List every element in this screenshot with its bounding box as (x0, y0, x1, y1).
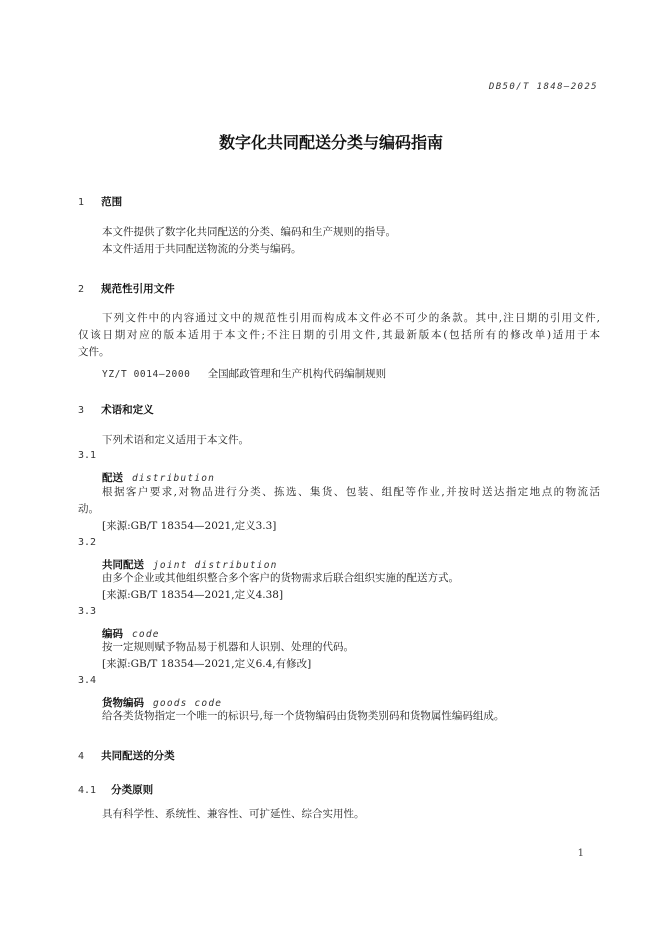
normative-reference (102, 362, 386, 381)
section-title: 范围 (101, 196, 123, 208)
term-definition: 根据客户要求,对物品进行分类、拣选、集货、包装、组配等作业,并按时送达指定地点的物流活 (102, 486, 600, 498)
section-heading (78, 744, 175, 763)
paragraph-line: 下列文件中的内容通过文中的规范性引用而构成本文件必不可少的条款。其中,注日期的引用文件, (102, 312, 600, 324)
section-number: 1 (78, 197, 85, 208)
page-number: 1 (577, 848, 584, 859)
term-number: 3.3 (78, 606, 97, 617)
term-english: goods code (153, 698, 223, 709)
section-heading (78, 190, 122, 209)
section-number: 3 (78, 405, 85, 416)
term-number: 3.4 (78, 675, 97, 686)
section-heading (78, 398, 154, 417)
section-title: 共同配送的分类 (101, 750, 175, 762)
term-definition: 按一定规则赋予物品易于机器和人识别、处理的代码。 (102, 641, 354, 653)
reference-title: 全国邮政管理和生产机构代码编制规则 (207, 368, 387, 380)
section-number: 2 (78, 284, 85, 295)
term-english: distribution (132, 473, 216, 484)
paragraph-line: 仅该日期对应的版本适用于本文件;不注日期的引用文件,其最新版本(包括所有的修改单)适用于本 (78, 329, 600, 341)
paragraph: 下列术语和定义适用于本文件。 (102, 434, 249, 446)
term-definition: 动。 (78, 503, 99, 515)
paragraph: 本文件提供了数字化共同配送的分类、编码和生产规则的指导。 (102, 226, 396, 238)
term-definition: 给各类货物指定一个唯一的标识号,每一个货物编码由货物类别码和货物属性编码组成。 (102, 710, 505, 722)
paragraph-line: 文件。 (78, 346, 110, 358)
term-source: [来源:GB/T 18354—2021,定义6.4,有修改] (102, 658, 312, 670)
subsection-number: 4.1 (78, 785, 97, 796)
subsection-heading (78, 778, 153, 797)
term-chinese: 共同配送 (102, 559, 144, 571)
paragraph: 具有科学性、系统性、兼容性、可扩延性、综合实用性。 (102, 808, 365, 820)
term-heading (102, 466, 215, 485)
term-source: [来源:GB/T 18354—2021,定义4.38] (102, 589, 284, 601)
term-definition: 由多个企业或其他组织整合多个客户的货物需求后联合组织实施的配送方式。 (102, 572, 459, 584)
section-title: 规范性引用文件 (101, 283, 175, 295)
term-number: 3.1 (78, 450, 97, 461)
standard-number: DB50/T 1848—2025 (488, 82, 598, 92)
term-chinese: 编码 (102, 628, 123, 640)
paragraph: 本文件适用于共同配送物流的分类与编码。 (102, 243, 302, 255)
subsection-title: 分类原则 (111, 784, 154, 796)
term-number: 3.2 (78, 537, 97, 548)
term-english: code (132, 629, 160, 640)
term-english: joint distribution (153, 560, 278, 571)
section-title: 术语和定义 (101, 404, 154, 416)
document-title: 数字化共同配送分类与编码指南 (218, 133, 443, 152)
reference-code: YZ/T 0014—2000 (102, 369, 191, 380)
section-heading (78, 277, 175, 296)
term-chinese: 配送 (102, 472, 123, 484)
section-number: 4 (78, 751, 85, 762)
term-source: [来源:GB/T 18354—2021,定义3.3] (102, 520, 277, 532)
term-chinese: 货物编码 (102, 697, 144, 709)
